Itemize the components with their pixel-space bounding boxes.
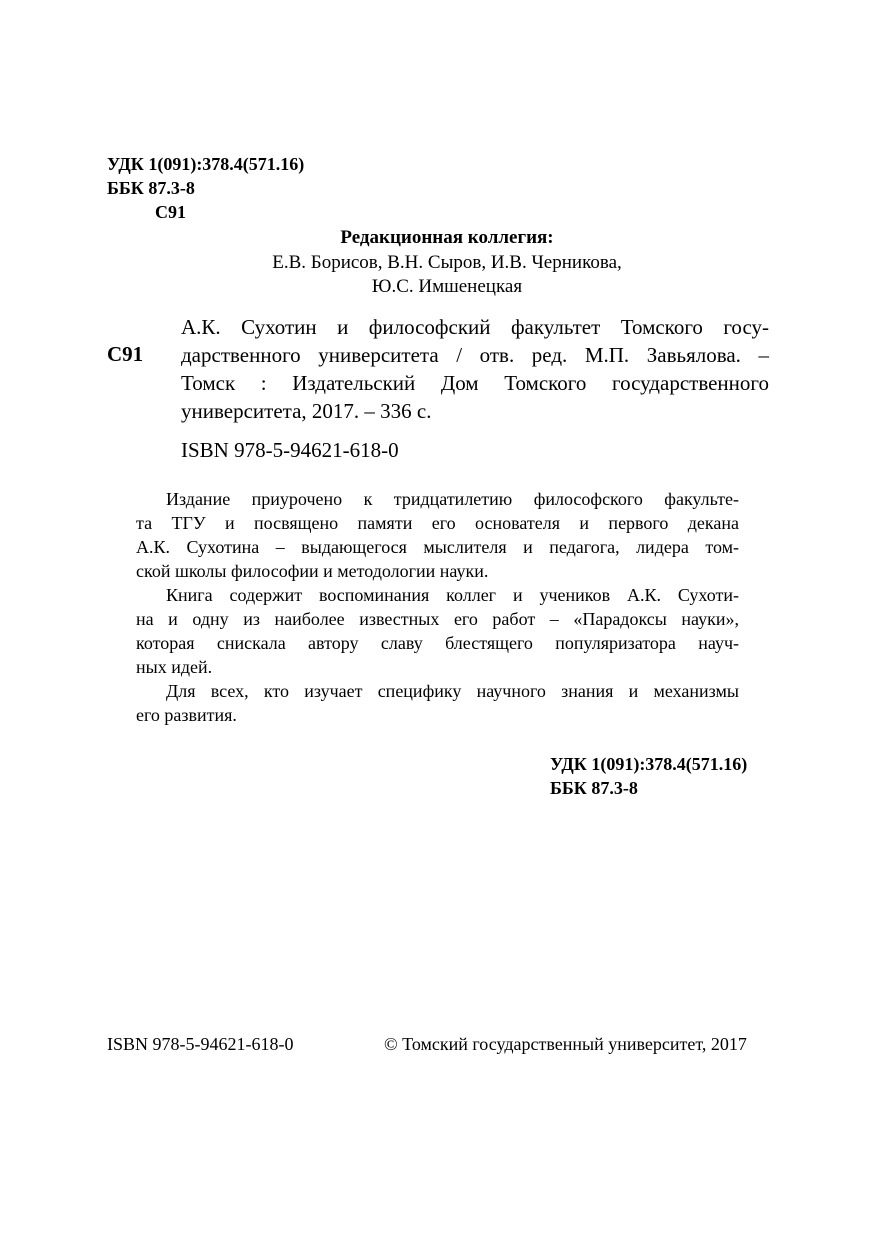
annotation-line-9: Для всех, кто изучает специфику научного знания и механизмы [166,681,739,701]
udk-code-top: УДК 1(091):378.4(571.16) [107,154,305,174]
bbk-code-top: ББК 87.3-8 [107,178,195,198]
annotation-line-8: ных идей. [136,657,213,677]
editorial-board-members-line-1: Е.В. Борисов, В.Н. Сыров, И.В. Черникова, [272,252,622,273]
annotation-line-3: А.К. Сухотина – выдающегося мыслителя и педагога, лидера том- [136,537,739,557]
bbk-code-bottom: ББК 87.3-8 [550,778,638,798]
bib-line-2: дарственного университета / отв. ред. М.П. Завьялова. – [181,343,769,367]
annotation-line-10: его развития. [136,705,237,725]
annotation [136,487,739,727]
author-code-top: С91 [155,202,186,222]
editorial-board-title: Редакционная коллегия: [340,227,554,248]
bibliographic-record [181,313,769,425]
annotation-line-4: ской школы философии и методологии науки. [136,561,489,581]
isbn-record: ISBN 978-5-94621-618-0 [181,438,399,462]
udk-code-bottom: УДК 1(091):378.4(571.16) [550,754,748,774]
bib-line-4: университета, 2017. – 336 с. [181,399,432,423]
editorial-board-members-line-2: Ю.С. Имшенецкая [371,276,523,297]
annotation-line-5: Книга содержит воспоминания коллег и учеников А.К. Сухоти- [166,585,739,605]
bib-line-1: А.К. Сухотин и философский факультет Томского госу- [181,315,769,339]
annotation-line-2: та ТГУ и посвящено памяти его основателя и первого декана [136,513,739,533]
annotation-line-1: Издание приурочено к тридцатилетию философского факульте- [166,489,739,509]
isbn-footer: ISBN 978-5-94621-618-0 [107,1034,294,1054]
annotation-line-7: которая снискала автору славу блестящего популяризатора науч- [136,633,739,653]
copyright-notice: © Томский государственный университет, 2017 [384,1034,747,1054]
bib-line-3: Томск : Издательский Дом Томского государственного [181,371,769,395]
annotation-line-6: на и одну из наиболее известных его работ – «Парадоксы науки», [136,609,739,629]
author-code-side: С91 [107,342,144,366]
